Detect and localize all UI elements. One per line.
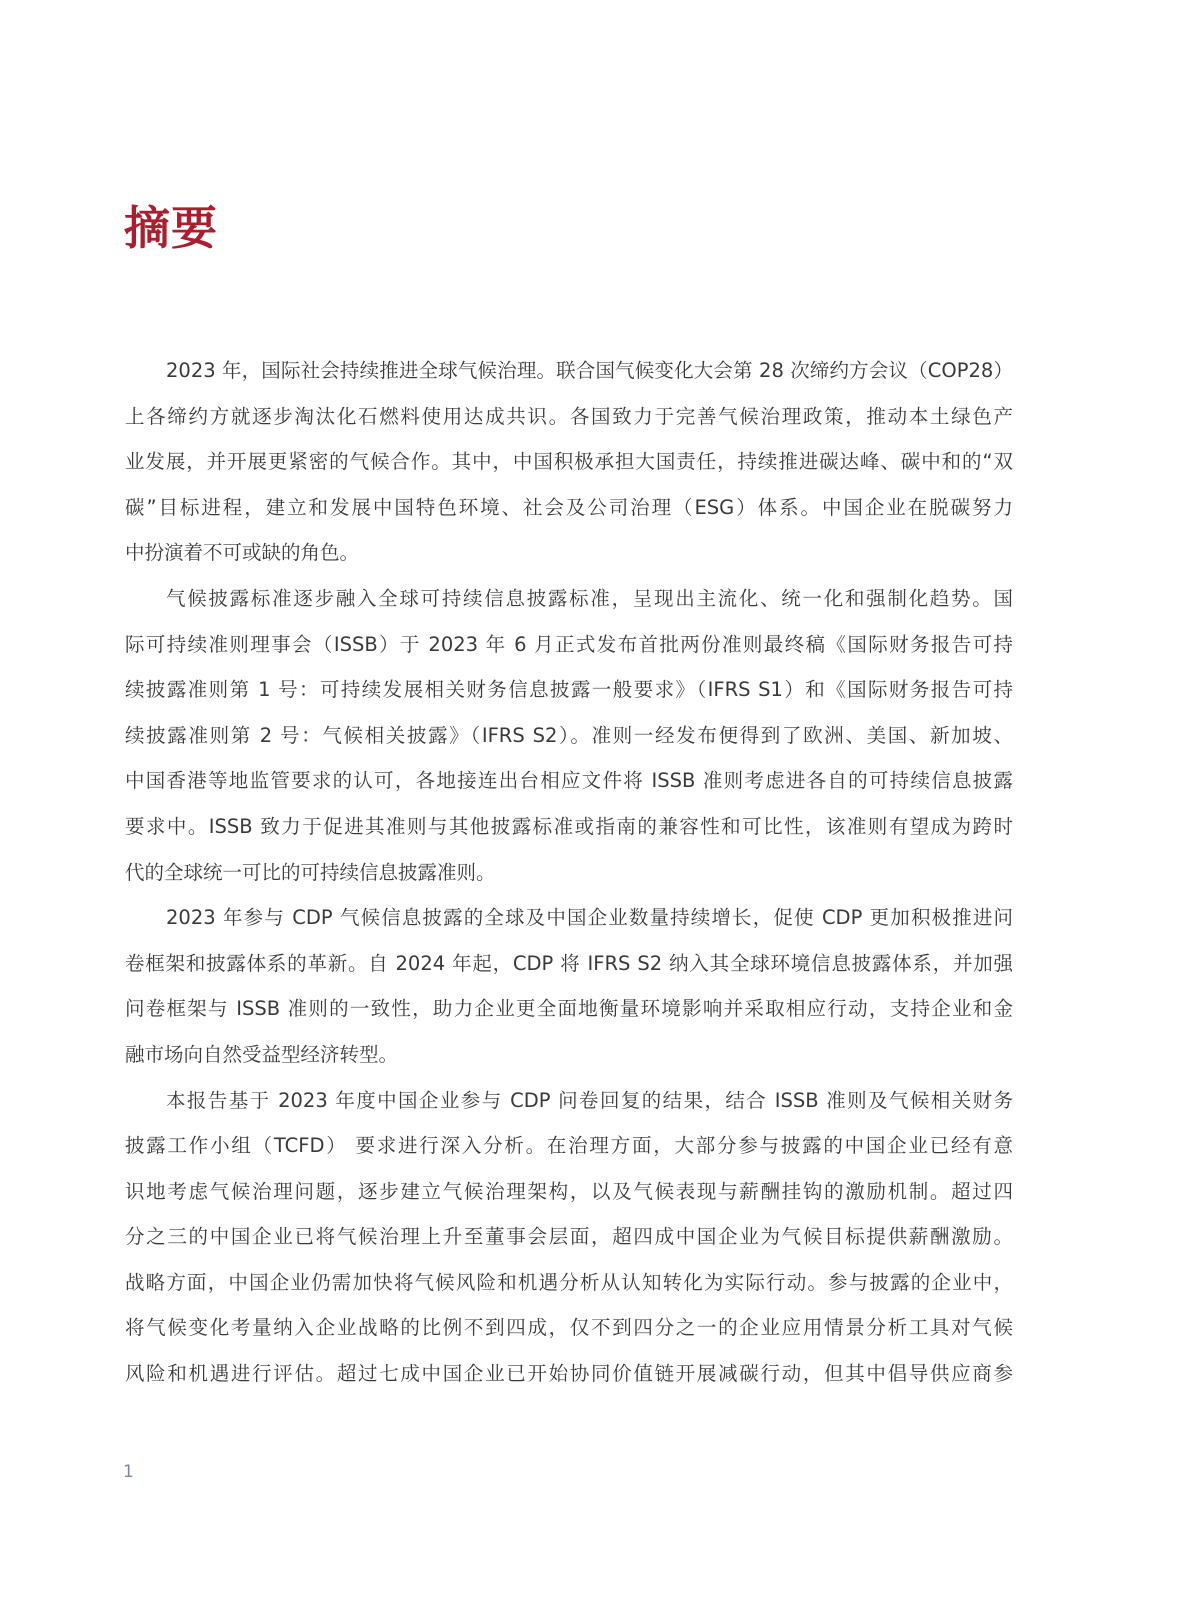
paragraph [125, 583, 1013, 902]
paragraph-line: 业发展，并开展更紧密的气候合作。其中，中国积极承担大国责任，持续推进碳达峰、碳中和的“双 [125, 450, 1013, 474]
page-number: 1 [123, 1462, 134, 1482]
paragraph-line: 披露工作小组（TCFD） 要求进行深入分析。在治理方面，大部分参与披露的中国企业已经有意 [125, 1134, 1013, 1158]
paragraph-line: 卷框架和披露体系的革新。自 2024 年起，CDP 将 IFRS S2 纳入其全球环境信息披露体系，并加强 [125, 951, 1013, 975]
paragraph-line: 风险和机遇进行评估。超过七成中国企业已开始协同价值链开展减碳行动，但其中倡导供应商参 [125, 1362, 1013, 1386]
body-text [125, 355, 1013, 1404]
paragraph-line: 要求中。ISSB 致力于促进其准则与其他披露标准或指南的兼容性和可比性，该准则有望成为跨时 [125, 814, 1013, 838]
paragraph-line: 气候披露标准逐步融入全球可持续信息披露标准，呈现出主流化、统一化和强制化趋势。国 [166, 586, 1013, 610]
paragraph-line: 分之三的中国企业已将气候治理上升至董事会层面，超四成中国企业为气候目标提供薪酬激励。 [125, 1225, 1013, 1249]
paragraph-line: 本报告基于 2023 年度中国企业参与 CDP 问卷回复的结果，结合 ISSB 准则及气候相关财务 [166, 1088, 1013, 1112]
paragraph-line: 融市场向自然受益型经济转型。 [125, 1042, 399, 1066]
paragraph-line: 将气候变化考量纳入企业战略的比例不到四成，仅不到四分之一的企业应用情景分析工具对气候 [125, 1316, 1013, 1340]
paragraph-line: 2023 年，国际社会持续推进全球气候治理。联合国气候变化大会第 28 次缔约方会议（COP28） [166, 359, 1013, 382]
paragraph-line: 问卷框架与 ISSB 准则的一致性，助力企业更全面地衡量环境影响并采取相应行动，支持企业和金 [125, 997, 1013, 1021]
page-title: 摘要 [124, 201, 218, 255]
paragraph [125, 902, 1013, 1084]
paragraph-line: 代的全球统一可比的可持续信息披露准则。 [125, 860, 496, 884]
paragraph-line: 识地考虑气候治理问题，逐步建立气候治理架构，以及气候表现与薪酬挂钩的激励机制。超过四 [125, 1179, 1013, 1203]
paragraph-line: 际可持续准则理事会（ISSB）于 2023 年 6 月正式发布首批两份准则最终稿《国际财务报告可持 [125, 632, 1013, 656]
paragraph [125, 355, 1013, 583]
paragraph-line: 战略方面，中国企业仍需加快将气候风险和机遇分析从认知转化为实际行动。参与披露的企业中， [125, 1270, 1013, 1294]
paragraph [125, 1085, 1013, 1404]
paragraph-line: 2023 年参与 CDP 气候信息披露的全球及中国企业数量持续增长，促使 CDP 更加积极推进问 [166, 906, 1013, 930]
paragraph-line: 碳”目标进程，建立和发展中国特色环境、社会及公司治理（ESG）体系。中国企业在脱碳努力 [125, 495, 1013, 519]
paragraph-line: 中国香港等地监管要求的认可，各地接连出台相应文件将 ISSB 准则考虑进各自的可持续信息披露 [125, 769, 1013, 793]
paragraph-line: 上各缔约方就逐步淘汰化石燃料使用达成共识。各国致力于完善气候治理政策，推动本土绿色产 [125, 404, 1013, 428]
paragraph-line: 续披露准则第 1 号：可持续发展相关财务信息披露一般要求》（IFRS S1）和《国际财务报告可持 [125, 678, 1013, 702]
paragraph-line: 续披露准则第 2 号：气候相关披露》（IFRS S2）。准则一经发布便得到了欧洲、美国、新加坡、 [125, 723, 1013, 747]
paragraph-line: 中扮演着不可或缺的角色。 [125, 541, 360, 565]
